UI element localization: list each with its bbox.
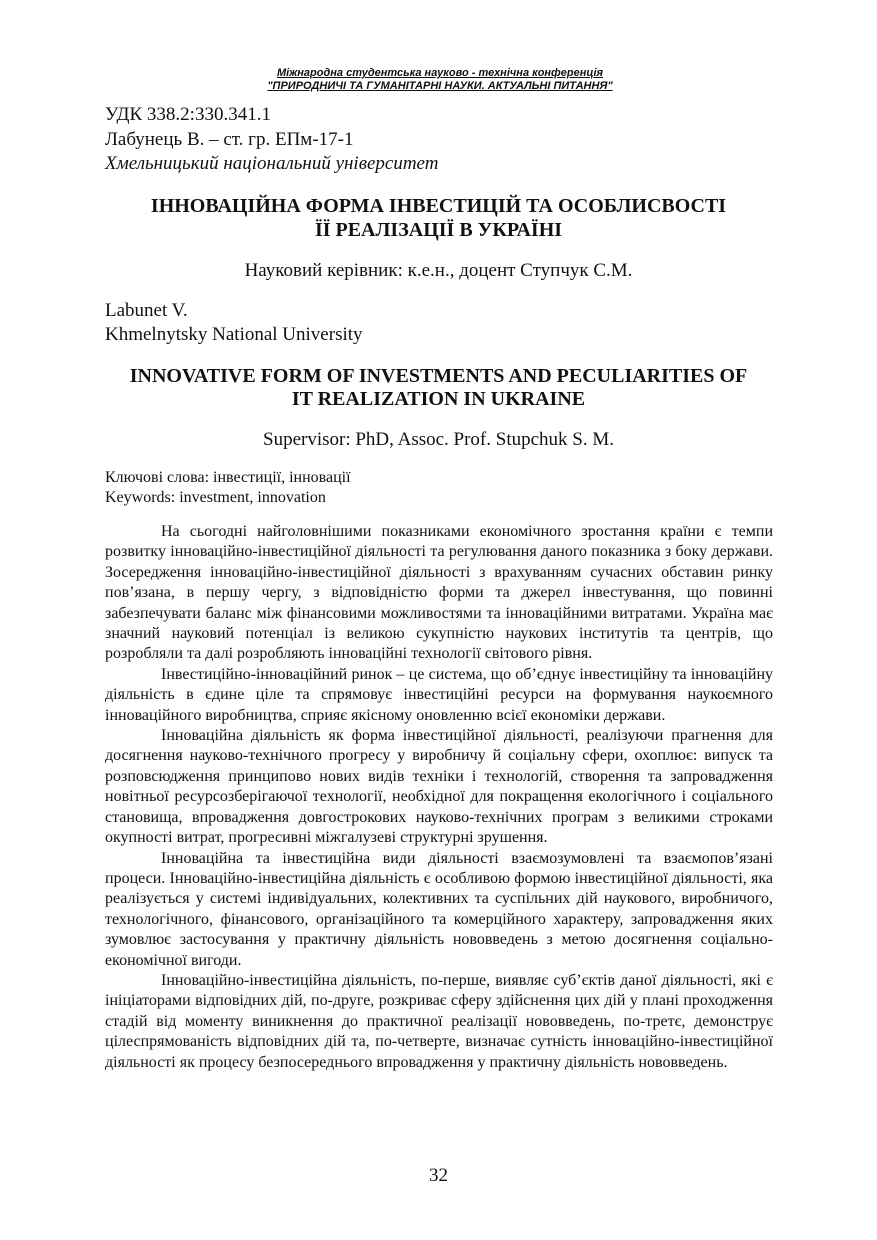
university-en: Khmelnytsky National University	[105, 324, 363, 345]
body-text	[105, 522, 773, 1073]
paragraph: На сьогодні найголовнішими показниками економічного зростання країни є темпи розвитку інноваційно-інвестиційної діяльності та регулювання даного показника з боку держави. Зосередження інноваційно-інвестиційної діяльності з врахуванням сучасних обставин ринку пов’язана, в першу чергу, з відповідністю форми та джерел інвестування, що повинні забезпечувати баланс між фінансовими можливостями та інноваційними витратами. Україна має значний науковий потенціал із великою сукупністю наукових інститутів та центрів, що розробляли та далі розробляють інноваційні технології світового рівня.	[105, 523, 773, 663]
keywords-ua: Ключові слова: інвестиції, інновації	[105, 469, 351, 486]
title-ua-line2: ЇЇ РЕАЛІЗАЦІЇ В УКРАЇНІ	[314, 219, 563, 241]
author-en: Labunet V.	[105, 300, 188, 321]
supervisor-en: Supervisor: PhD, Assoc. Prof. Stupchuk S. M.	[263, 429, 614, 450]
udc-code: УДК 338.2:330.341.1	[105, 104, 271, 125]
paragraph: Інноваційно-інвестиційна діяльність, по-перше, виявляє суб’єктів даної діяльності, які є ініціаторами відповідних дій, по-друге, розкриває сферу здійснення цих дій у плані проходження стадій від моменту виникнення до практичної реалізації нововведень, по-третє, демонструє цілеспрямованість відповідних дій та, по-четверте, визначає сутність інноваційно-інвестиційної діяльності як процесу безпосереднього впровадження у практичну діяльність нововведень.	[105, 971, 773, 1071]
conference-header-line2: "ПРИРОДНИЧІ ТА ГУМАНІТАРНІ НАУКИ. АКТУАЛЬНІ ПИТАННЯ"	[267, 80, 613, 92]
page-number: 32	[429, 1165, 448, 1186]
title-en-line1: INNOVATIVE FORM OF INVESTMENTS AND PECULIARITIES OF	[129, 365, 748, 387]
author-ua: Лабунець В. – ст. гр. ЕПм-17-1	[105, 129, 354, 150]
title-ua-line1: ІННОВАЦІЙНА ФОРМА ІНВЕСТИЦІЙ ТА ОСОБЛИСВОСТІ	[150, 195, 727, 217]
university-ua: Хмельницький національний університет	[105, 153, 439, 174]
paragraph: Інвестиційно-інноваційний ринок – це система, що об’єднує інвестиційну та інноваційну діяльність в єдине ціле та спрямовує інвестиційні ресурси на формування наукоємного інноваційного виробництва, сприяє якісному оновленню всієї економіки держави.	[105, 665, 773, 724]
title-en-line2: IT REALIZATION IN UKRAINE	[291, 388, 586, 410]
paragraph: Інноваційна та інвестиційна види діяльності взаємозумовлені та взаємопов’язані процеси. Інноваційно-інвестиційна діяльність є особливою формою інвестиційної діяльності, яка реалізується у системі індивідуальних, колективних та суспільних дій наукового, виробничого, технологічного, фінансового, організаційного та комерційного характеру, запровадження яких зумовлює застосування у практичну діяльність нововведень з метою досягнення соціально-економічної вигоди.	[105, 849, 773, 969]
keywords-en: Keywords: investment, innovation	[105, 489, 326, 506]
conference-header-line1: Міжнародна студентська науково - технічна конференція	[276, 67, 604, 79]
paragraph: Інноваційна діяльність як форма інвестиційної діяльності, реалізуючи прагнення для досягнення науково-технічного прогресу у виробничу й соціальну сфери, охоплює: випуск та розповсюдження принципово нових видів техніки і технологій, створення та запровадження новітньої ресурсозберігаючої технології, необхідної для покращення екологічного і соціального становища, впровадження довгострокових науково-технічних програм з великими строками окупності витрат, прогресивні міжгалузеві структурні зрушення.	[105, 727, 773, 847]
supervisor-ua: Науковий керівник: к.е.н., доцент Ступчук С.М.	[244, 260, 633, 281]
